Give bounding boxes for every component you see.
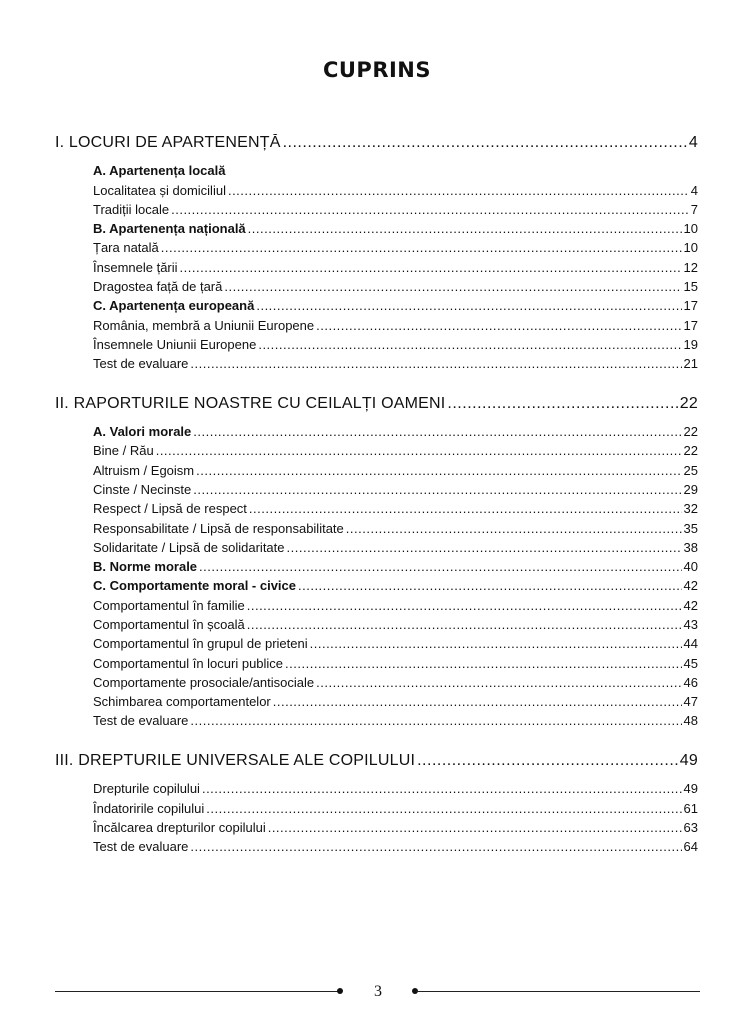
toc-entry[interactable] xyxy=(93,318,698,333)
toc-entry-page: 19 xyxy=(683,337,698,352)
toc-chapter-1[interactable] xyxy=(55,134,698,152)
dot-leader xyxy=(224,279,681,294)
toc-entry-page: 29 xyxy=(683,482,698,497)
toc-entry[interactable] xyxy=(93,675,698,690)
toc-entry-page: 64 xyxy=(683,839,698,854)
toc-chapter-label: II. RAPORTURILE NOASTRE CU CEILALȚI OAMENI xyxy=(55,395,446,412)
toc-entry[interactable] xyxy=(93,463,698,478)
toc-entry-label: Comportamentul în grupul de prieteni xyxy=(93,636,308,651)
dot-leader xyxy=(202,781,682,796)
dot-leader xyxy=(298,578,682,593)
toc-entry[interactable] xyxy=(93,540,698,555)
toc-entry-label: Respect / Lipsă de respect xyxy=(93,501,247,516)
toc-entry[interactable] xyxy=(93,820,698,835)
toc-entry-label: Comportamente prosociale/antisociale xyxy=(93,675,315,690)
toc-chapter-page: 49 xyxy=(679,752,698,769)
toc-entry-page: 44 xyxy=(683,636,698,651)
dot-leader xyxy=(248,221,682,236)
toc-entry-page: 63 xyxy=(683,820,698,835)
toc-entry[interactable] xyxy=(93,443,698,458)
toc-entry-page: 46 xyxy=(683,675,698,690)
toc-entry-label: Comportamentul în școală xyxy=(93,617,245,632)
toc-entry[interactable] xyxy=(93,202,698,217)
toc-section[interactable] xyxy=(93,578,698,593)
dot-leader xyxy=(171,202,689,217)
dot-leader xyxy=(283,134,687,152)
toc-section[interactable] xyxy=(93,221,698,236)
toc-chapter-label: III. DREPTURILE UNIVERSALE ALE COPILULUI xyxy=(55,752,416,769)
toc-entry-label: Încălcarea drepturilor copilului xyxy=(93,820,266,835)
toc-entry-label: Drepturile copilului xyxy=(93,781,200,796)
dot-leader xyxy=(316,318,681,333)
toc-entry-page: 22 xyxy=(683,443,698,458)
toc-entry-label: Dragostea față de țară xyxy=(93,279,223,294)
toc-entry-page: 10 xyxy=(683,240,698,255)
toc-entry-page: 32 xyxy=(683,501,698,516)
toc-section-label: B. Apartenența națională xyxy=(93,221,246,236)
page-title: CUPRINS xyxy=(322,58,432,82)
toc-section[interactable] xyxy=(93,559,698,574)
dot-leader xyxy=(268,820,682,835)
toc-entry[interactable] xyxy=(93,801,698,816)
toc-entry-label: Țara natală xyxy=(93,240,159,255)
toc-entry-label: România, membră a Uniunii Europene xyxy=(93,318,315,333)
dot-leader xyxy=(190,713,681,728)
toc-entry-label: Tradiții locale xyxy=(93,202,170,217)
toc-entry[interactable] xyxy=(93,521,698,536)
toc-entry-label: Însemnele Uniunii Europene xyxy=(93,337,257,352)
toc-entry[interactable] xyxy=(93,656,698,671)
toc-entry-label: Test de evaluare xyxy=(93,839,189,854)
toc-entry-label: Comportamentul în locuri publice xyxy=(93,656,284,671)
toc-entry-page: 49 xyxy=(683,781,698,796)
dot-leader xyxy=(258,337,681,352)
footer-rule-left xyxy=(55,991,340,992)
toc-entry-page: 40 xyxy=(683,559,698,574)
dot-leader xyxy=(199,559,681,574)
toc-entry-page: 10 xyxy=(683,221,698,236)
dot-leader xyxy=(310,636,682,651)
dot-leader xyxy=(447,395,677,413)
toc-entry-label: Îndatoririle copilului xyxy=(93,801,205,816)
toc-entry-page: 7 xyxy=(690,202,698,217)
toc-entry-label: Responsabilitate / Lipsă de responsabilitate xyxy=(93,521,344,536)
toc-entry[interactable] xyxy=(93,279,698,294)
toc-entry-label: Test de evaluare xyxy=(93,713,189,728)
toc-chapter-label: I. LOCURI DE APARTENENȚĂ xyxy=(55,134,281,151)
dot-leader xyxy=(249,501,682,516)
dot-leader xyxy=(193,424,681,439)
toc-entry-page: 17 xyxy=(683,298,698,313)
toc-entry-label: Însemnele țării xyxy=(93,260,178,275)
dot-leader xyxy=(180,260,682,275)
toc-entry-page: 45 xyxy=(683,656,698,671)
toc-chapter-page: 4 xyxy=(688,134,698,151)
dot-leader xyxy=(346,521,682,536)
toc-entry-page: 4 xyxy=(690,183,698,198)
dot-leader xyxy=(273,694,682,709)
toc-section[interactable] xyxy=(93,298,698,313)
toc-entry[interactable] xyxy=(93,781,698,796)
toc-chapter-3[interactable] xyxy=(55,752,698,770)
toc-entry-label: Schimbarea comportamentelor xyxy=(93,694,271,709)
toc-entry-page: 21 xyxy=(683,356,698,371)
toc-entry[interactable] xyxy=(93,598,698,613)
dot-leader xyxy=(287,540,682,555)
toc-chapter-page: 22 xyxy=(679,395,698,412)
dot-leader xyxy=(285,656,681,671)
toc-entry-label: Bine / Rău xyxy=(93,443,154,458)
dot-leader xyxy=(316,675,681,690)
toc-entry[interactable] xyxy=(93,694,698,709)
dot-leader xyxy=(417,752,678,770)
dot-leader xyxy=(161,240,682,255)
toc-entry-page: 22 xyxy=(683,424,698,439)
dot-leader xyxy=(228,183,689,198)
toc-entry[interactable] xyxy=(93,617,698,632)
toc-entry-label: Test de evaluare xyxy=(93,356,189,371)
dot-leader xyxy=(193,482,681,497)
toc-entry-label: Solidaritate / Lipsă de solidaritate xyxy=(93,540,285,555)
toc-entry-page: 48 xyxy=(683,713,698,728)
toc-entry-label: Comportamentul în familie xyxy=(93,598,245,613)
toc-entry[interactable] xyxy=(93,260,698,275)
toc-section-heading: A. Apartenența locală xyxy=(93,163,226,178)
toc-entry-label: Localitatea și domiciliul xyxy=(93,183,226,198)
toc-entry-page: 12 xyxy=(683,260,698,275)
toc-entry-page: 17 xyxy=(683,318,698,333)
dot-leader xyxy=(256,298,681,313)
toc-entry[interactable] xyxy=(93,482,698,497)
toc-entry[interactable] xyxy=(93,839,698,854)
footer-rule-right xyxy=(416,991,700,992)
toc-section-label: B. Norme morale xyxy=(93,559,198,574)
toc-entry[interactable] xyxy=(93,183,698,198)
toc-entry-page: 25 xyxy=(683,463,698,478)
toc-section-label: C. Comportamente moral - civice xyxy=(93,578,296,593)
toc-entry-page: 43 xyxy=(683,617,698,632)
toc-entry-page: 61 xyxy=(683,801,698,816)
toc-entry[interactable] xyxy=(93,713,698,728)
toc-entry-page: 38 xyxy=(683,540,698,555)
dot-leader xyxy=(156,443,682,458)
dot-leader xyxy=(190,356,681,371)
toc-entry[interactable] xyxy=(93,501,698,516)
toc-chapter-2[interactable] xyxy=(55,395,698,413)
dot-leader xyxy=(247,617,682,632)
toc-entry-label: Cinste / Necinste xyxy=(93,482,192,497)
toc-entry[interactable] xyxy=(93,636,698,651)
toc-entry[interactable] xyxy=(93,356,698,371)
toc-entry[interactable] xyxy=(93,240,698,255)
toc-entry-page: 15 xyxy=(683,279,698,294)
page-number: 3 xyxy=(374,983,382,1000)
toc-entry[interactable] xyxy=(93,337,698,352)
dot-leader xyxy=(247,598,682,613)
dot-leader xyxy=(196,463,681,478)
toc-entry-label: Altruism / Egoism xyxy=(93,463,195,478)
toc-section[interactable] xyxy=(93,424,698,439)
toc-section-label: A. Valori morale xyxy=(93,424,192,439)
toc-entry-page: 42 xyxy=(683,598,698,613)
dot-leader xyxy=(190,839,681,854)
toc-entry-page: 47 xyxy=(683,694,698,709)
toc-entry-page: 42 xyxy=(683,578,698,593)
toc-section-label: C. Apartenența europeană xyxy=(93,298,255,313)
toc-entry-page: 35 xyxy=(683,521,698,536)
footer-bullet-left xyxy=(337,988,343,994)
dot-leader xyxy=(206,801,681,816)
